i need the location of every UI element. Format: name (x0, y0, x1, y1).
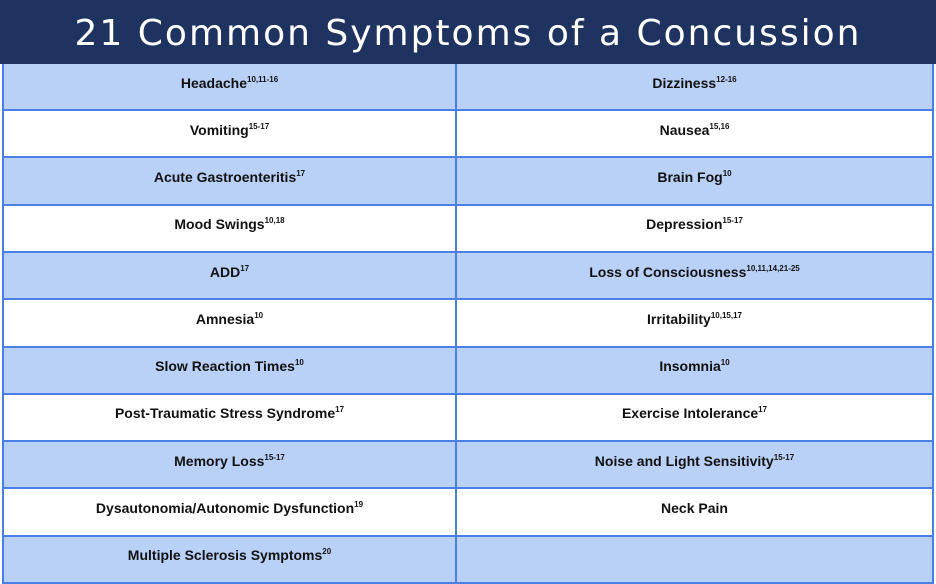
symptom-cell-right (456, 157, 933, 204)
reference-superscript: 15-17 (248, 121, 270, 131)
symptom-cell-right (456, 441, 933, 488)
reference-superscript: 10 (720, 358, 730, 368)
symptom-label (589, 264, 800, 280)
symptom-cell-left (3, 205, 456, 252)
symptom-cell-right (456, 347, 933, 394)
table-row (3, 441, 933, 488)
reference-superscript: 17 (758, 405, 768, 415)
reference-superscript: 10,11-16 (247, 74, 279, 84)
symptom-cell-left (3, 110, 456, 157)
reference-superscript: 19 (354, 499, 364, 509)
symptom-cell-left (3, 64, 456, 110)
reference-superscript: 15,16 (709, 121, 730, 131)
symptom-name: Amnesia (195, 310, 255, 327)
symptom-name: Post-Traumatic Stress Syndrome (114, 405, 336, 422)
reference-superscript: 10 (294, 358, 304, 368)
table-row (3, 394, 933, 441)
reference-superscript: 15-17 (264, 452, 285, 462)
symptom-label (647, 311, 742, 327)
symptom-name: Vomiting (189, 121, 249, 138)
reference-superscript: 10 (722, 169, 732, 179)
symptom-name: Depression (646, 216, 723, 233)
symptom-name: Slow Reaction Times (155, 358, 295, 375)
symptom-cell-left (3, 536, 456, 583)
reference-superscript: 12-16 (716, 74, 737, 84)
reference-superscript: 10 (254, 310, 264, 320)
reference-superscript: 10,11,14,21-25 (746, 263, 800, 273)
symptom-name: Loss of Consciousness (589, 263, 747, 280)
symptom-name: Dizziness (652, 74, 717, 91)
symptom-name: Insomnia (659, 358, 721, 375)
symptom-cell-right (456, 299, 933, 346)
table-row (3, 205, 933, 252)
symptom-label (96, 500, 363, 516)
symptom-cell-left (3, 488, 456, 535)
symptom-label (622, 405, 767, 421)
table-row (3, 299, 933, 346)
symptom-label (659, 358, 729, 374)
symptom-cell-right (456, 110, 933, 157)
symptom-label (155, 358, 304, 374)
symptom-cell-left (3, 252, 456, 299)
page-title: 21 Common Symptoms of a Concussion (74, 13, 862, 54)
symptom-label (661, 500, 728, 516)
reference-superscript: 15-17 (722, 216, 743, 226)
symptom-name: Memory Loss (174, 452, 265, 469)
symptom-name: Headache (180, 74, 247, 91)
symptom-name: Multiple Sclerosis Symptoms (127, 547, 323, 564)
symptom-label (595, 453, 794, 469)
symptom-label (174, 453, 285, 469)
reference-superscript: 17 (296, 169, 306, 179)
symptom-label (652, 75, 736, 91)
table-row (3, 536, 933, 583)
reference-superscript: 15-17 (773, 452, 795, 462)
symptom-cell-left (3, 441, 456, 488)
symptom-label (181, 75, 278, 91)
reference-superscript: 10,18 (264, 216, 285, 226)
symptom-name: Exercise Intolerance (621, 405, 759, 422)
symptom-name: Nausea (659, 121, 710, 138)
table-row (3, 110, 933, 157)
symptom-label (190, 122, 269, 138)
symptom-name: Irritability (647, 310, 711, 327)
symptom-label (660, 122, 730, 138)
symptom-cell-right (456, 536, 933, 583)
symptom-label (115, 405, 344, 421)
table-row (3, 157, 933, 204)
reference-superscript: 17 (335, 405, 345, 415)
symptom-cell-left (3, 157, 456, 204)
symptom-name: Noise and Light Sensitivity (594, 452, 774, 469)
symptom-label (196, 311, 263, 327)
symptom-label (657, 169, 731, 185)
symptom-cell-left (3, 394, 456, 441)
symptom-label (174, 216, 284, 232)
symptom-name: Mood Swings (174, 216, 265, 233)
symptom-label (646, 216, 743, 232)
symptom-name: Brain Fog (657, 169, 723, 186)
symptom-cell-right (456, 64, 933, 110)
symptom-name: ADD (209, 263, 241, 280)
symptom-name: Neck Pain (661, 499, 728, 516)
reference-superscript: 10,15,17 (710, 310, 742, 320)
title-banner (0, 0, 936, 64)
symptom-label (154, 169, 305, 185)
symptoms-table (2, 64, 934, 584)
reference-superscript: 17 (240, 263, 250, 273)
table-row (3, 347, 933, 394)
table-row (3, 488, 933, 535)
symptom-cell-right (456, 394, 933, 441)
symptom-cell-right (456, 488, 933, 535)
symptom-name: Acute Gastroenteritis (153, 169, 297, 186)
symptom-cell-right (456, 205, 933, 252)
symptom-name: Dysautonomia/Autonomic Dysfunction (95, 499, 355, 516)
table-row (3, 64, 933, 110)
symptom-cell-left (3, 347, 456, 394)
symptom-cell-right (456, 252, 933, 299)
symptom-cell-left (3, 299, 456, 346)
symptom-label (128, 547, 331, 563)
symptom-label (210, 264, 249, 280)
reference-superscript: 20 (322, 547, 332, 557)
table-row (3, 252, 933, 299)
